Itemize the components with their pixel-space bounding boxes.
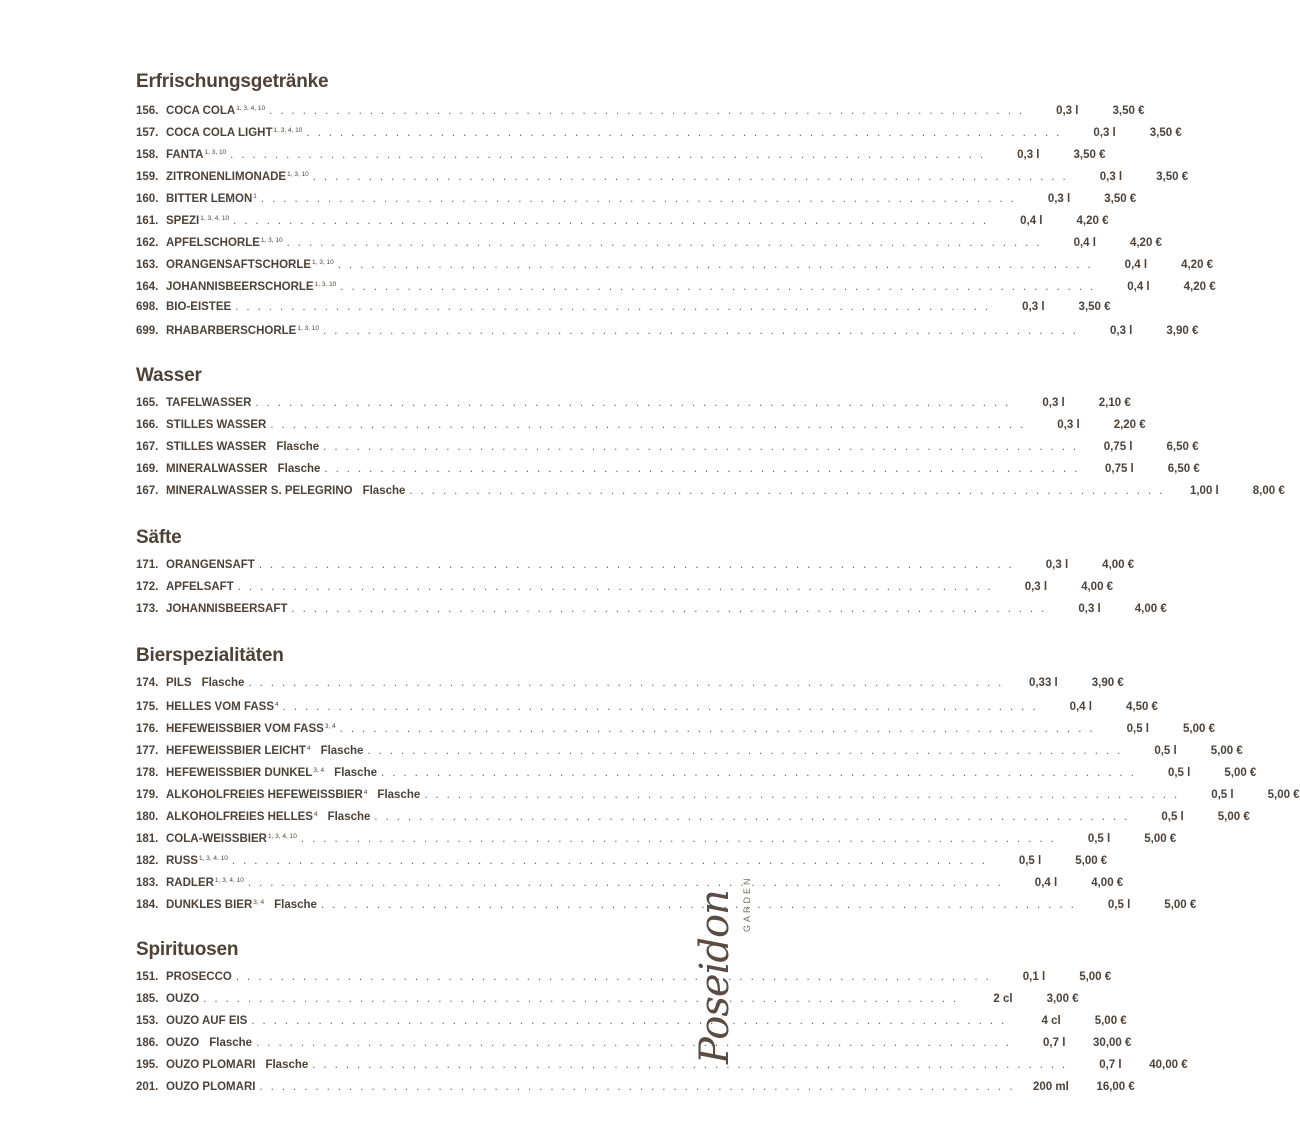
menu-item [136,318,1199,340]
menu-item [136,826,1177,848]
allergen-footnote: 1, 3, 4, 10 [198,855,228,862]
item-name-wrap [166,892,264,916]
item-price: 5,00 € [1267,789,1300,801]
item-name-wrap [166,966,232,988]
item-quantity: 2 cl [993,993,1013,1005]
item-quantity: 0,4 l [1124,259,1148,271]
item-number: 158. [136,149,159,161]
item-name: HELLES VOM FASS [166,701,274,713]
dot-leader: . . . . . . . . . . . . . . . . . . . . . . . . . . . . . . . . . . . . . . . . . . . . . . . . . . . . . . . . . . . . . . . . . . . . [237,581,994,593]
item-quantity: 1,00 l [1189,485,1219,497]
item-name: COLA-WEISSBIER [166,833,267,845]
menu-item [136,414,1146,436]
item-name: ALKOHOLFREIES HELLES [166,811,313,823]
item-name-wrap [166,98,265,122]
item-name-wrap [166,988,199,1010]
menu-item [136,1010,1127,1032]
menu-item [136,988,1079,1010]
item-note: Flasche [327,811,371,823]
item-name-wrap [166,186,257,210]
item-number: 180. [136,811,159,823]
dot-leader: . . . . . . . . . . . . . . . . . . . . . . . . . . . . . . . . . . . . . . . . . . . . . . . . . . . . . . . . . . . . . . . . . . . . [247,877,1004,889]
menu-item [136,458,1200,480]
section-title: Säfte [136,527,182,548]
menu-item [136,142,1106,164]
menu-item [136,392,1131,414]
dot-leader: . . . . . . . . . . . . . . . . . . . . . . . . . . . . . . . . . . . . . . . . . . . . . . . . . . . . . . . . . . . . . . . . . . . . [306,127,1062,139]
item-name-wrap [166,480,353,502]
item-name-wrap [166,252,334,276]
item-name-wrap [166,414,266,436]
item-name: ORANGENSAFTSCHORLE [166,259,312,271]
item-price: 16,00 € [1096,1081,1135,1093]
item-name: STILLES WASSER [166,441,267,453]
item-quantity: 0,4 l [1073,237,1096,249]
menu-item [136,230,1162,252]
dot-leader: . . . . . . . . . . . . . . . . . . . . . . . . . . . . . . . . . . . . . . . . . . . . . . . . . . . . . . . . . . . . . . . . . . . . [286,237,1042,249]
item-quantity: 0,5 l [1087,833,1111,845]
menu-item [136,892,1197,914]
menu-item [136,480,1285,502]
item-name-wrap [166,870,244,894]
dot-leader: . . . . . . . . . . . . . . . . . . . . . . . . . . . . . . . . . . . . . . . . . . . . . . . . . . . . . . . . . . . . . . . . . . . . [374,811,1130,823]
dot-leader: . . . . . . . . . . . . . . . . . . . . . . . . . . . . . . . . . . . . . . . . . . . . . . . . . . . . . . . . . . . . . . . . . . . . [248,677,1004,689]
item-name: ZITRONENLIMONADE [166,171,287,183]
dot-leader: . . . . . . . . . . . . . . . . . . . . . . . . . . . . . . . . . . . . . . . . . . . . . . . . . . . . . . . . . . . . . . . . . . . . [231,855,988,867]
item-quantity: 0,4 l [1127,281,1150,293]
dot-leader: . . . . . . . . . . . . . . . . . . . . . . . . . . . . . . . . . . . . . . . . . . . . . . . . . . . . . . . . . . . . . . . . . . . . [269,105,1025,117]
dot-leader: . . . . . . . . . . . . . . . . . . . . . . . . . . . . . . . . . . . . . . . . . . . . . . . . . . . . . . . . . . . . . . . . . . . . [230,149,986,161]
allergen-footnote: 1, 3, 10 [297,325,320,332]
item-number: 179. [136,789,159,801]
item-number: 195. [136,1059,159,1071]
item-note: Flasche [209,1037,253,1049]
menu-item [136,1032,1132,1054]
poseidon-garden-logo [690,860,770,1070]
item-name-wrap [166,576,234,598]
allergen-footnote: 1, 3, 4, 10 [214,877,244,884]
item-number: 171. [136,559,159,571]
item-note: Flasche [201,677,245,689]
item-price: 4,00 € [1091,877,1124,889]
item-name: OUZO PLOMARI [166,1059,256,1071]
dot-leader: . . . . . . . . . . . . . . . . . . . . . . . . . . . . . . . . . . . . . . . . . . . . . . . . . . . . . . . . . . . . . . . . . . . . [291,603,1047,615]
item-name-wrap [166,848,228,872]
allergen-footnote: 4 [306,745,311,752]
item-name: OUZO [166,993,200,1005]
item-number: 201. [136,1081,159,1093]
allergen-footnote: 1, 3, 10 [287,171,309,178]
item-note: Flasche [277,463,321,475]
item-number: 164. [136,281,159,293]
item-name: OUZO [166,1037,200,1049]
item-name-wrap [166,1076,255,1098]
dot-leader: . . . . . . . . . . . . . . . . . . . . . . . . . . . . . . . . . . . . . . . . . . . . . . . . . . . . . . . . . . . . . . . . . . . . [235,971,992,983]
menu-item [136,804,1250,826]
item-price: 5,00 € [1164,899,1197,911]
menu-item [136,672,1124,694]
item-name: COCA COLA [166,105,236,117]
menu-item [136,436,1199,458]
item-price: 5,00 € [1210,745,1243,757]
item-price: 5,00 € [1075,855,1108,867]
item-quantity: 0,3 l [1057,419,1080,431]
item-number: 185. [136,993,159,1005]
dot-leader: . . . . . . . . . . . . . . . . . . . . . . . . . . . . . . . . . . . . . . . . . . . . . . . . . . . . . . . . . . . . . . . . . . . . [255,397,1011,409]
menu-item [136,98,1145,120]
item-price: 4,00 € [1134,603,1167,615]
allergen-footnote: 4 [313,811,318,818]
item-name-wrap [166,392,251,414]
item-name: MINERALWASSER S. PELEGRINO [166,485,353,497]
section-title: Erfrischungsgetränke [136,71,329,92]
item-number: 156. [136,105,159,117]
item-number: 186. [136,1037,159,1049]
allergen-footnote: 3, 4 [313,767,325,774]
item-name: APFELSCHORLE [166,237,260,249]
item-price: 3,90 € [1091,677,1124,689]
item-quantity: 0,3 l [1099,171,1123,183]
allergen-footnote: 1, 3, 10 [260,237,283,244]
item-quantity: 0,3 l [1045,559,1069,571]
item-number: 165. [136,397,159,409]
item-note: Flasche [274,899,317,911]
item-price: 2,10 € [1098,397,1131,409]
item-quantity: 0,5 l [1018,855,1042,867]
logo-subtitle: GARDEN [742,875,752,932]
item-number: 178. [136,767,159,779]
item-name: SPEZI [166,215,200,227]
dot-leader: . . . . . . . . . . . . . . . . . . . . . . . . . . . . . . . . . . . . . . . . . . . . . . . . . . . . . . . . . . . . . . . . . . . . [424,789,1180,801]
item-price: 4,20 € [1076,215,1109,227]
dot-leader: . . . . . . . . . . . . . . . . . . . . . . . . . . . . . . . . . . . . . . . . . . . . . . . . . . . . . . . . . . . . . . . . . . . . [270,419,1026,431]
item-name-wrap [166,274,336,298]
allergen-footnote: 1 [253,193,257,200]
item-number: 163. [136,259,159,271]
item-price: 4,00 € [1081,581,1114,593]
item-name: OUZO PLOMARI [166,1081,256,1093]
item-number: 167. [136,441,159,453]
item-number: 161. [136,215,159,227]
item-number: 177. [136,745,159,757]
item-name: HEFEWEISSBIER DUNKEL [166,767,313,779]
dot-leader: . . . . . . . . . . . . . . . . . . . . . . . . . . . . . . . . . . . . . . . . . . . . . . . . . . . . . . . . . . . . . . . . . . . . [337,259,1094,271]
item-quantity: 4 cl [1041,1015,1061,1027]
item-name: OUZO AUF EIS [166,1015,248,1027]
item-quantity: 0,7 l [1043,1037,1066,1049]
item-name-wrap [166,1010,247,1032]
item-note: Flasche [334,767,377,779]
menu-section [136,364,1285,502]
item-quantity: 0,5 l [1107,899,1131,911]
item-quantity: 0,3 l [1024,581,1048,593]
item-number: 157. [136,127,159,139]
item-quantity: 0,3 l [1022,301,1045,313]
item-quantity: 0,4 l [1034,877,1058,889]
item-name-wrap [166,458,268,480]
item-name-wrap [166,738,311,762]
item-price: 3,50 € [1156,171,1189,183]
item-quantity: 0,1 l [1022,971,1046,983]
item-quantity: 0,3 l [1093,127,1116,139]
item-name: RHABARBERSCHORLE [166,325,297,337]
item-price: 2,20 € [1113,419,1146,431]
item-number: 166. [136,419,159,431]
item-price: 4,20 € [1129,237,1162,249]
item-number: 151. [136,971,159,983]
item-number: 699. [136,325,159,337]
item-quantity: 0,3 l [1047,193,1071,205]
item-number: 160. [136,193,159,205]
item-name-wrap [166,826,297,850]
item-price: 4,20 € [1181,259,1214,271]
dot-leader: . . . . . . . . . . . . . . . . . . . . . . . . . . . . . . . . . . . . . . . . . . . . . . . . . . . . . . . . . . . . . . . . . . . . [203,993,959,1005]
allergen-footnote: 1, 3, 4, 10 [200,215,230,222]
item-price: 30,00 € [1093,1037,1132,1049]
item-price: 3,90 € [1166,325,1199,337]
menu-item [136,164,1189,186]
item-number: 182. [136,855,159,867]
item-quantity: 0,75 l [1103,441,1133,453]
item-name-wrap [166,208,229,232]
item-number: 175. [136,701,159,713]
allergen-footnote: 1, 3, 4, 10 [273,127,303,134]
dot-leader: . . . . . . . . . . . . . . . . . . . . . . . . . . . . . . . . . . . . . . . . . . . . . . . . . . . . . . . . . . . . . . . . . . . . [340,281,1096,293]
dot-leader: . . . . . . . . . . . . . . . . . . . . . . . . . . . . . . . . . . . . . . . . . . . . . . . . . . . . . . . . . . . . . . . . . . . . [282,701,1038,713]
item-name: PROSECCO [166,971,232,983]
item-price: 40,00 € [1149,1059,1188,1071]
item-name-wrap [166,296,231,318]
item-name-wrap [166,230,283,254]
item-name: MINERALWASSER [166,463,268,475]
item-number: 184. [136,899,159,911]
item-name-wrap [166,716,336,740]
item-price: 8,00 € [1252,485,1285,497]
item-quantity: 0,75 l [1104,463,1134,475]
dot-leader: . . . . . . . . . . . . . . . . . . . . . . . . . . . . . . . . . . . . . . . . . . . . . . . . . . . . . . . . . . . . . . . . . . . . [367,745,1123,757]
menu-item [136,694,1158,716]
menu-item [136,782,1300,804]
menu-item [136,120,1182,142]
item-name-wrap [166,672,192,694]
item-price: 5,00 € [1183,723,1216,735]
menu-item [136,1054,1188,1076]
item-name: RUSS [166,855,198,867]
item-name: TAFELWASSER [166,397,252,409]
item-note: Flasche [377,789,421,801]
logo-script-text: Poseidon [692,890,738,1064]
dot-leader: . . . . . . . . . . . . . . . . . . . . . . . . . . . . . . . . . . . . . . . . . . . . . . . . . . . . . . . . . . . . . . . . . . . . [320,899,1077,911]
item-number: 174. [136,677,159,689]
section-title: Wasser [136,365,202,386]
menu-item [136,966,1112,988]
item-quantity: 0,4 l [1069,701,1092,713]
allergen-footnote: 1, 3, 10 [312,259,334,266]
menu-item [136,716,1216,738]
menu-item [136,738,1243,760]
allergen-footnote: 3, 4 [253,899,265,906]
dot-leader: . . . . . . . . . . . . . . . . . . . . . . . . . . . . . . . . . . . . . . . . . . . . . . . . . . . . . . . . . . . . . . . . . . . . [324,463,1080,475]
section-title: Bierspezialitäten [136,645,284,666]
item-number: 159. [136,171,159,183]
item-number: 181. [136,833,159,845]
item-quantity: 200 ml [1032,1081,1069,1093]
item-number: 167. [136,485,159,497]
item-quantity: 0,5 l [1167,767,1191,779]
item-name-wrap [166,760,324,784]
item-price: 3,00 € [1046,993,1079,1005]
item-price: 5,00 € [1224,767,1257,779]
menu-item [136,296,1111,318]
item-number: 172. [136,581,159,593]
dot-leader: . . . . . . . . . . . . . . . . . . . . . . . . . . . . . . . . . . . . . . . . . . . . . . . . . . . . . . . . . . . . . . . . . . . . [300,833,1057,845]
allergen-footnote: 1, 3, 4, 10 [267,833,297,840]
item-quantity: 0,5 l [1161,811,1184,823]
item-name-wrap [166,318,319,342]
allergen-footnote: 1, 3, 4, 10 [236,105,266,112]
item-name-wrap [166,1054,255,1076]
item-quantity: 0,5 l [1211,789,1234,801]
item-name: DUNKLES BIER [166,899,253,911]
dot-leader: . . . . . . . . . . . . . . . . . . . . . . . . . . . . . . . . . . . . . . . . . . . . . . . . . . . . . . . . . . . . . . . . . . . . [235,301,991,313]
section-title: Spirituosen [136,939,239,960]
item-name: PILS [166,677,192,689]
item-name: BITTER LEMON [166,193,253,205]
menu-item [136,554,1135,576]
item-name: HEFEWEISSBIER LEICHT [166,745,306,757]
item-price: 5,00 € [1094,1015,1127,1027]
item-name-wrap [166,142,226,166]
allergen-footnote: 1, 3, 10 [204,149,227,156]
dot-leader: . . . . . . . . . . . . . . . . . . . . . . . . . . . . . . . . . . . . . . . . . . . . . . . . . . . . . . . . . . . . . . . . . . . . [259,1081,1015,1093]
item-price: 4,00 € [1102,559,1135,571]
allergen-footnote: 4 [363,789,368,796]
menu-item [136,186,1137,208]
menu-item [136,252,1214,274]
item-name: APFELSAFT [166,581,234,593]
item-quantity: 0,5 l [1154,745,1177,757]
item-number: 698. [136,301,159,313]
item-price: 4,50 € [1125,701,1158,713]
item-name-wrap [166,120,302,144]
menu-item [136,598,1167,620]
allergen-footnote: 4 [275,701,279,708]
menu-section [136,70,1216,340]
item-quantity: 0,3 l [1109,325,1133,337]
item-name: JOHANNISBEERSCHORLE [166,281,314,293]
dot-leader: . . . . . . . . . . . . . . . . . . . . . . . . . . . . . . . . . . . . . . . . . . . . . . . . . . . . . . . . . . . . . . . . . . . . [233,215,989,227]
item-name: RADLER [166,877,214,889]
item-name: HEFEWEISSBIER VOM FASS [166,723,324,735]
item-name-wrap [166,436,266,458]
item-quantity: 0,33 l [1028,677,1058,689]
item-price: 4,20 € [1183,281,1216,293]
menu-item [136,848,1108,870]
dot-leader: . . . . . . . . . . . . . . . . . . . . . . . . . . . . . . . . . . . . . . . . . . . . . . . . . . . . . . . . . . . . . . . . . . . . [312,1059,1068,1071]
item-name-wrap [166,554,255,576]
item-quantity: 0,3 l [1078,603,1101,615]
item-price: 3,50 € [1112,105,1145,117]
menu-item [136,208,1109,230]
item-note: Flasche [276,441,320,453]
item-price: 6,50 € [1167,463,1200,475]
item-quantity: 0,3 l [1042,397,1065,409]
item-price: 6,50 € [1166,441,1199,453]
item-number: 153. [136,1015,159,1027]
menu-item [136,760,1257,782]
item-price: 5,00 € [1144,833,1177,845]
item-number: 173. [136,603,159,615]
dot-leader: . . . . . . . . . . . . . . . . . . . . . . . . . . . . . . . . . . . . . . . . . . . . . . . . . . . . . . . . . . . . . . . . . . . . [323,325,1079,337]
dot-leader: . . . . . . . . . . . . . . . . . . . . . . . . . . . . . . . . . . . . . . . . . . . . . . . . . . . . . . . . . . . . . . . . . . . . [256,1037,1012,1049]
item-name-wrap [166,782,367,806]
item-number: 176. [136,723,159,735]
item-price: 5,00 € [1217,811,1250,823]
dot-leader: . . . . . . . . . . . . . . . . . . . . . . . . . . . . . . . . . . . . . . . . . . . . . . . . . . . . . . . . . . . . . . . . . . . . [260,193,1017,205]
item-note: Flasche [265,1059,309,1071]
item-name-wrap [166,694,279,718]
dot-leader: . . . . . . . . . . . . . . . . . . . . . . . . . . . . . . . . . . . . . . . . . . . . . . . . . . . . . . . . . . . . . . . . . . . . [251,1015,1007,1027]
item-name: STILLES WASSER [166,419,267,431]
dot-leader: . . . . . . . . . . . . . . . . . . . . . . . . . . . . . . . . . . . . . . . . . . . . . . . . . . . . . . . . . . . . . . . . . . . . [323,441,1079,453]
item-quantity: 0,5 l [1126,723,1150,735]
item-name: JOHANNISBEERSAFT [166,603,288,615]
dot-leader: . . . . . . . . . . . . . . . . . . . . . . . . . . . . . . . . . . . . . . . . . . . . . . . . . . . . . . . . . . . . . . . . . . . . [409,485,1165,497]
item-name: BIO-EISTEE [166,301,232,313]
item-name: FANTA [166,149,204,161]
item-name: COCA COLA LIGHT [166,127,273,139]
dot-leader: . . . . . . . . . . . . . . . . . . . . . . . . . . . . . . . . . . . . . . . . . . . . . . . . . . . . . . . . . . . . . . . . . . . . [312,171,1069,183]
item-number: 183. [136,877,159,889]
dot-leader: . . . . . . . . . . . . . . . . . . . . . . . . . . . . . . . . . . . . . . . . . . . . . . . . . . . . . . . . . . . . . . . . . . . . [258,559,1015,571]
allergen-footnote: 3, 4 [324,723,336,730]
item-price: 5,00 € [1079,971,1112,983]
item-number: 169. [136,463,159,475]
menu-item [136,274,1216,296]
item-note: Flasche [362,485,406,497]
item-quantity: 0,3 l [1017,149,1040,161]
item-price: 3,50 € [1073,149,1106,161]
menu-item [136,1076,1135,1098]
item-number: 162. [136,237,159,249]
dot-leader: . . . . . . . . . . . . . . . . . . . . . . . . . . . . . . . . . . . . . . . . . . . . . . . . . . . . . . . . . . . . . . . . . . . . [339,723,1096,735]
item-name-wrap [166,804,318,828]
item-name-wrap [166,164,309,188]
item-price: 3,50 € [1104,193,1137,205]
item-note: Flasche [320,745,364,757]
menu-section [136,526,1167,620]
item-quantity: 0,3 l [1056,105,1079,117]
item-price: 3,50 € [1149,127,1182,139]
item-name: ALKOHOLFREIES HEFEWEISSBIER [166,789,363,801]
item-price: 3,50 € [1078,301,1111,313]
item-name: ORANGENSAFT [166,559,255,571]
item-name-wrap [166,1032,199,1054]
item-name-wrap [166,598,287,620]
allergen-footnote: 1, 3, 10 [314,281,337,288]
menu-item [136,870,1124,892]
dot-leader: . . . . . . . . . . . . . . . . . . . . . . . . . . . . . . . . . . . . . . . . . . . . . . . . . . . . . . . . . . . . . . . . . . . . [381,767,1137,779]
item-quantity: 0,7 l [1099,1059,1122,1071]
item-quantity: 0,4 l [1020,215,1043,227]
menu-item [136,576,1114,598]
